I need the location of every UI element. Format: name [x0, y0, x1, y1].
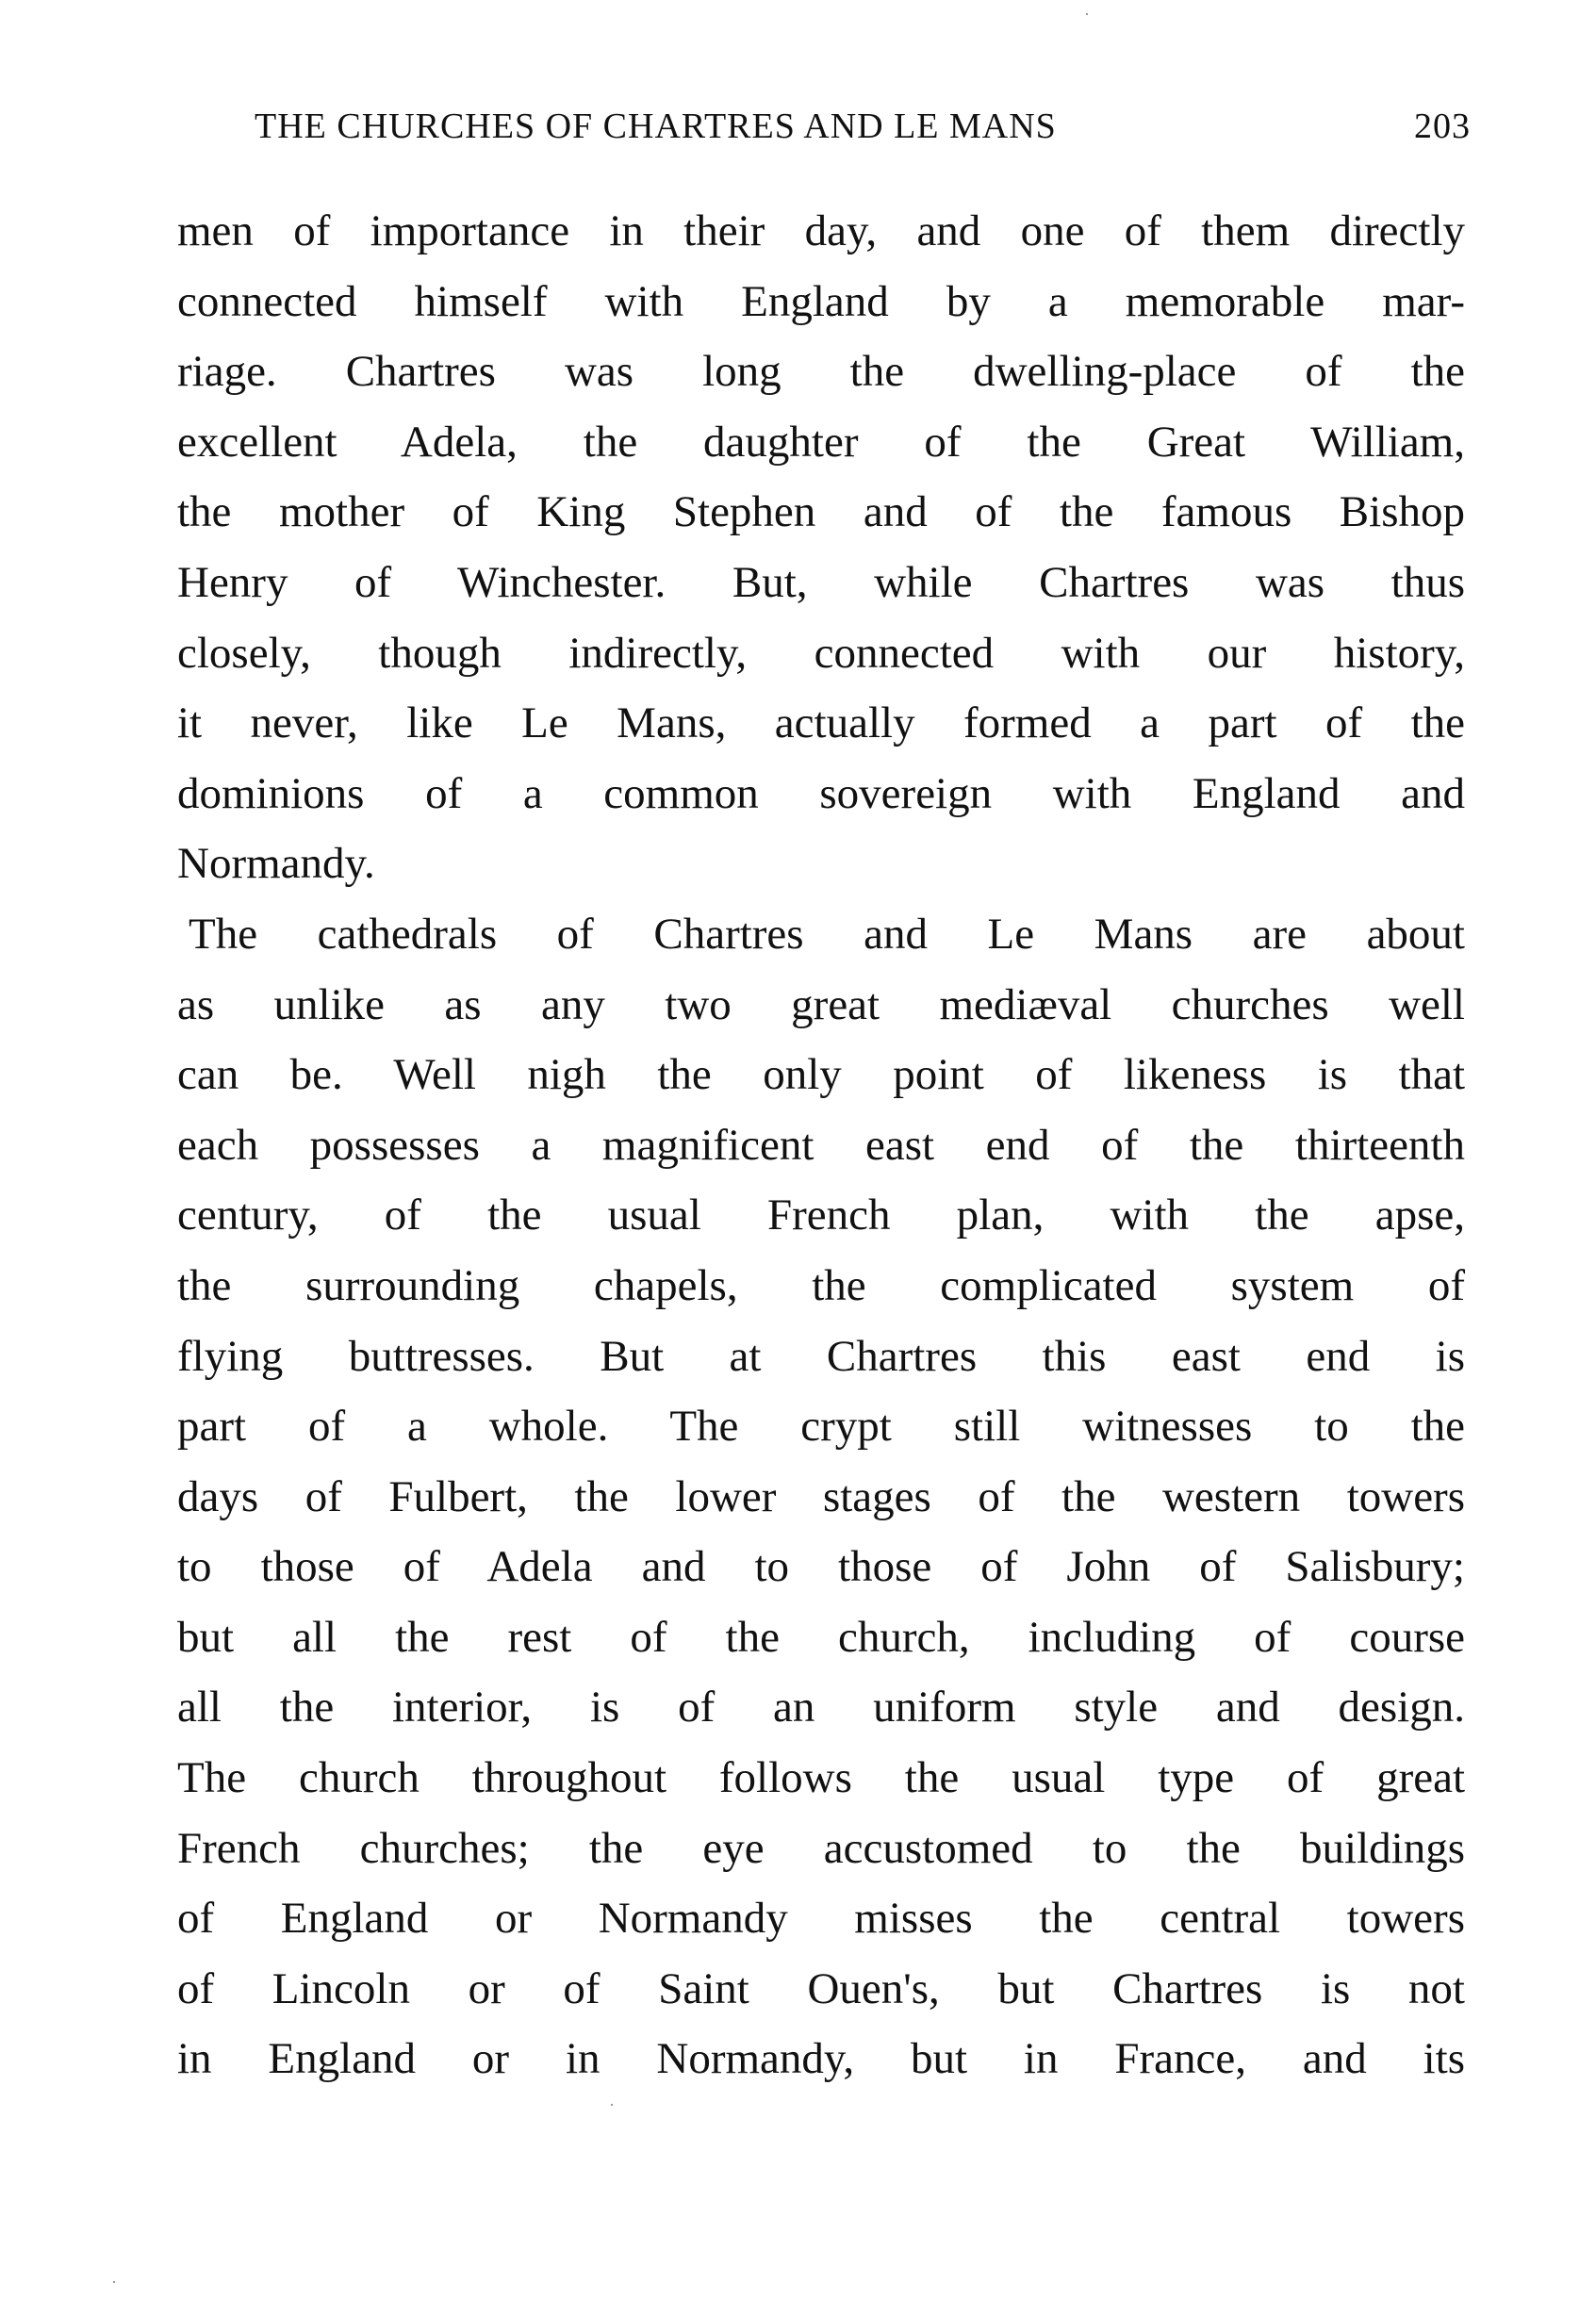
text-line: closely, though indirectly, connected with our history,	[177, 628, 1465, 678]
text-line: days of Fulbert, the lower stages of the western towers	[177, 1471, 1465, 1521]
running-header-title: THE CHURCHES OF CHARTRES AND LE MANS	[255, 107, 1057, 146]
text-line: century, of the usual French plan, with the apse,	[177, 1191, 1465, 1240]
text-line: can be. Well nigh the only point of likeness is that	[177, 1050, 1465, 1100]
text-line: each possesses a magnificent east end of the thirteenth	[177, 1120, 1465, 1170]
text-line: Normandy.	[177, 839, 375, 889]
text-line: riage. Chartres was long the dwelling-place of the	[177, 347, 1465, 397]
text-line: to those of Adela and to those of John of Salisbury;	[177, 1542, 1465, 1592]
text-line: as unlike as any two great mediæval churches well	[177, 979, 1465, 1029]
text-line: but all the rest of the church, including of course	[177, 1612, 1465, 1662]
text-line: Henry of Winchester. But, while Chartres was thus	[177, 557, 1465, 607]
text-line: French churches; the eye accustomed to the buildings	[177, 1823, 1465, 1873]
page-body	[177, 196, 1465, 2094]
text-line: The church throughout follows the usual type of great	[177, 1753, 1465, 1803]
text-line: connected himself with England by a memorable mar-	[177, 276, 1465, 326]
text-line: the surrounding chapels, the complicated system of	[177, 1260, 1465, 1310]
scan-speck	[1086, 13, 1088, 15]
text-line: flying buttresses. But at Chartres this east end is	[177, 1331, 1465, 1381]
text-line: it never, like Le Mans, actually formed a part of the	[177, 698, 1465, 748]
text-line: men of importance in their day, and one of them directly	[177, 206, 1465, 255]
text-line: dominions of a common sovereign with England and	[177, 768, 1465, 818]
text-line: excellent Adela, the daughter of the Great William,	[177, 417, 1465, 467]
scan-speck	[611, 2104, 613, 2106]
running-header	[255, 106, 1471, 147]
text-line: the mother of King Stephen and of the famous Bishop	[177, 487, 1465, 537]
text-line: The cathedrals of Chartres and Le Mans are about	[189, 909, 1465, 959]
text-line: in England or in Normandy, but in France, and its	[177, 2034, 1465, 2084]
page-number: 203	[1414, 107, 1471, 146]
text-line: of Lincoln or of Saint Ouen's, but Chartres is not	[177, 1963, 1465, 2013]
text-line: of England or Normandy misses the central towers	[177, 1894, 1465, 1944]
scan-speck	[113, 2281, 115, 2283]
text-line: all the interior, is of an uniform style and design.	[177, 1683, 1465, 1732]
text-line: part of a whole. The crypt still witnesses to the	[177, 1402, 1465, 1452]
